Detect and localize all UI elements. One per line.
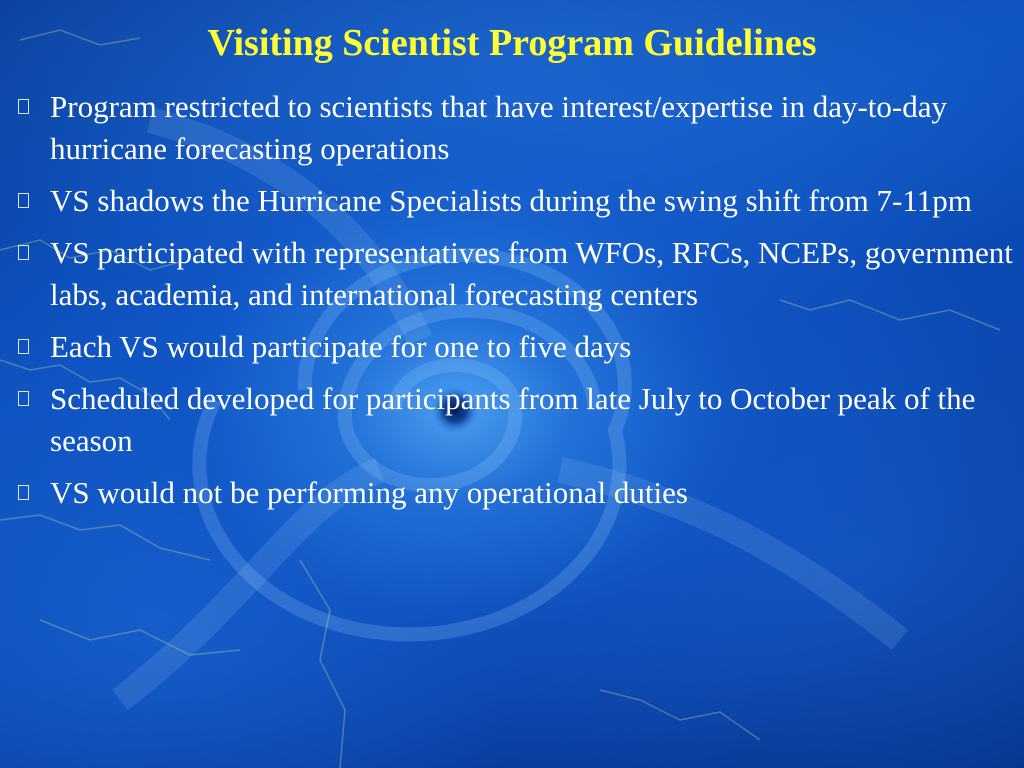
bullet-item bbox=[14, 232, 1018, 316]
bullet-item bbox=[14, 378, 1018, 462]
bullet-text: VS would not be performing any operational duties bbox=[50, 475, 688, 510]
bullet-text: VS participated with representatives from WFOs, RFCs, NCEPs, government labs, academia, and international forecasting centers bbox=[50, 235, 1013, 312]
bullet-item bbox=[14, 326, 1018, 368]
bullet-text: Scheduled developed for participants from late July to October peak of the season bbox=[50, 381, 976, 458]
box-bullet-icon bbox=[18, 245, 29, 260]
slide-title: Visiting Scientist Program Guidelines bbox=[207, 22, 817, 64]
bullet-item bbox=[14, 472, 1018, 514]
box-bullet-icon bbox=[18, 391, 29, 406]
bullet-item bbox=[14, 86, 1018, 170]
bullet-text: VS shadows the Hurricane Specialists during the swing shift from 7-11pm bbox=[50, 183, 972, 218]
box-bullet-icon bbox=[18, 339, 29, 354]
box-bullet-icon bbox=[18, 485, 29, 500]
bullet-list bbox=[14, 86, 1018, 524]
box-bullet-icon bbox=[18, 193, 29, 208]
bullet-text: Program restricted to scientists that have interest/expertise in day-to-day hurricane forecasting operations bbox=[50, 89, 948, 166]
bullet-item bbox=[14, 180, 1018, 222]
box-bullet-icon bbox=[18, 99, 29, 114]
bullet-text: Each VS would participate for one to five days bbox=[50, 329, 632, 364]
